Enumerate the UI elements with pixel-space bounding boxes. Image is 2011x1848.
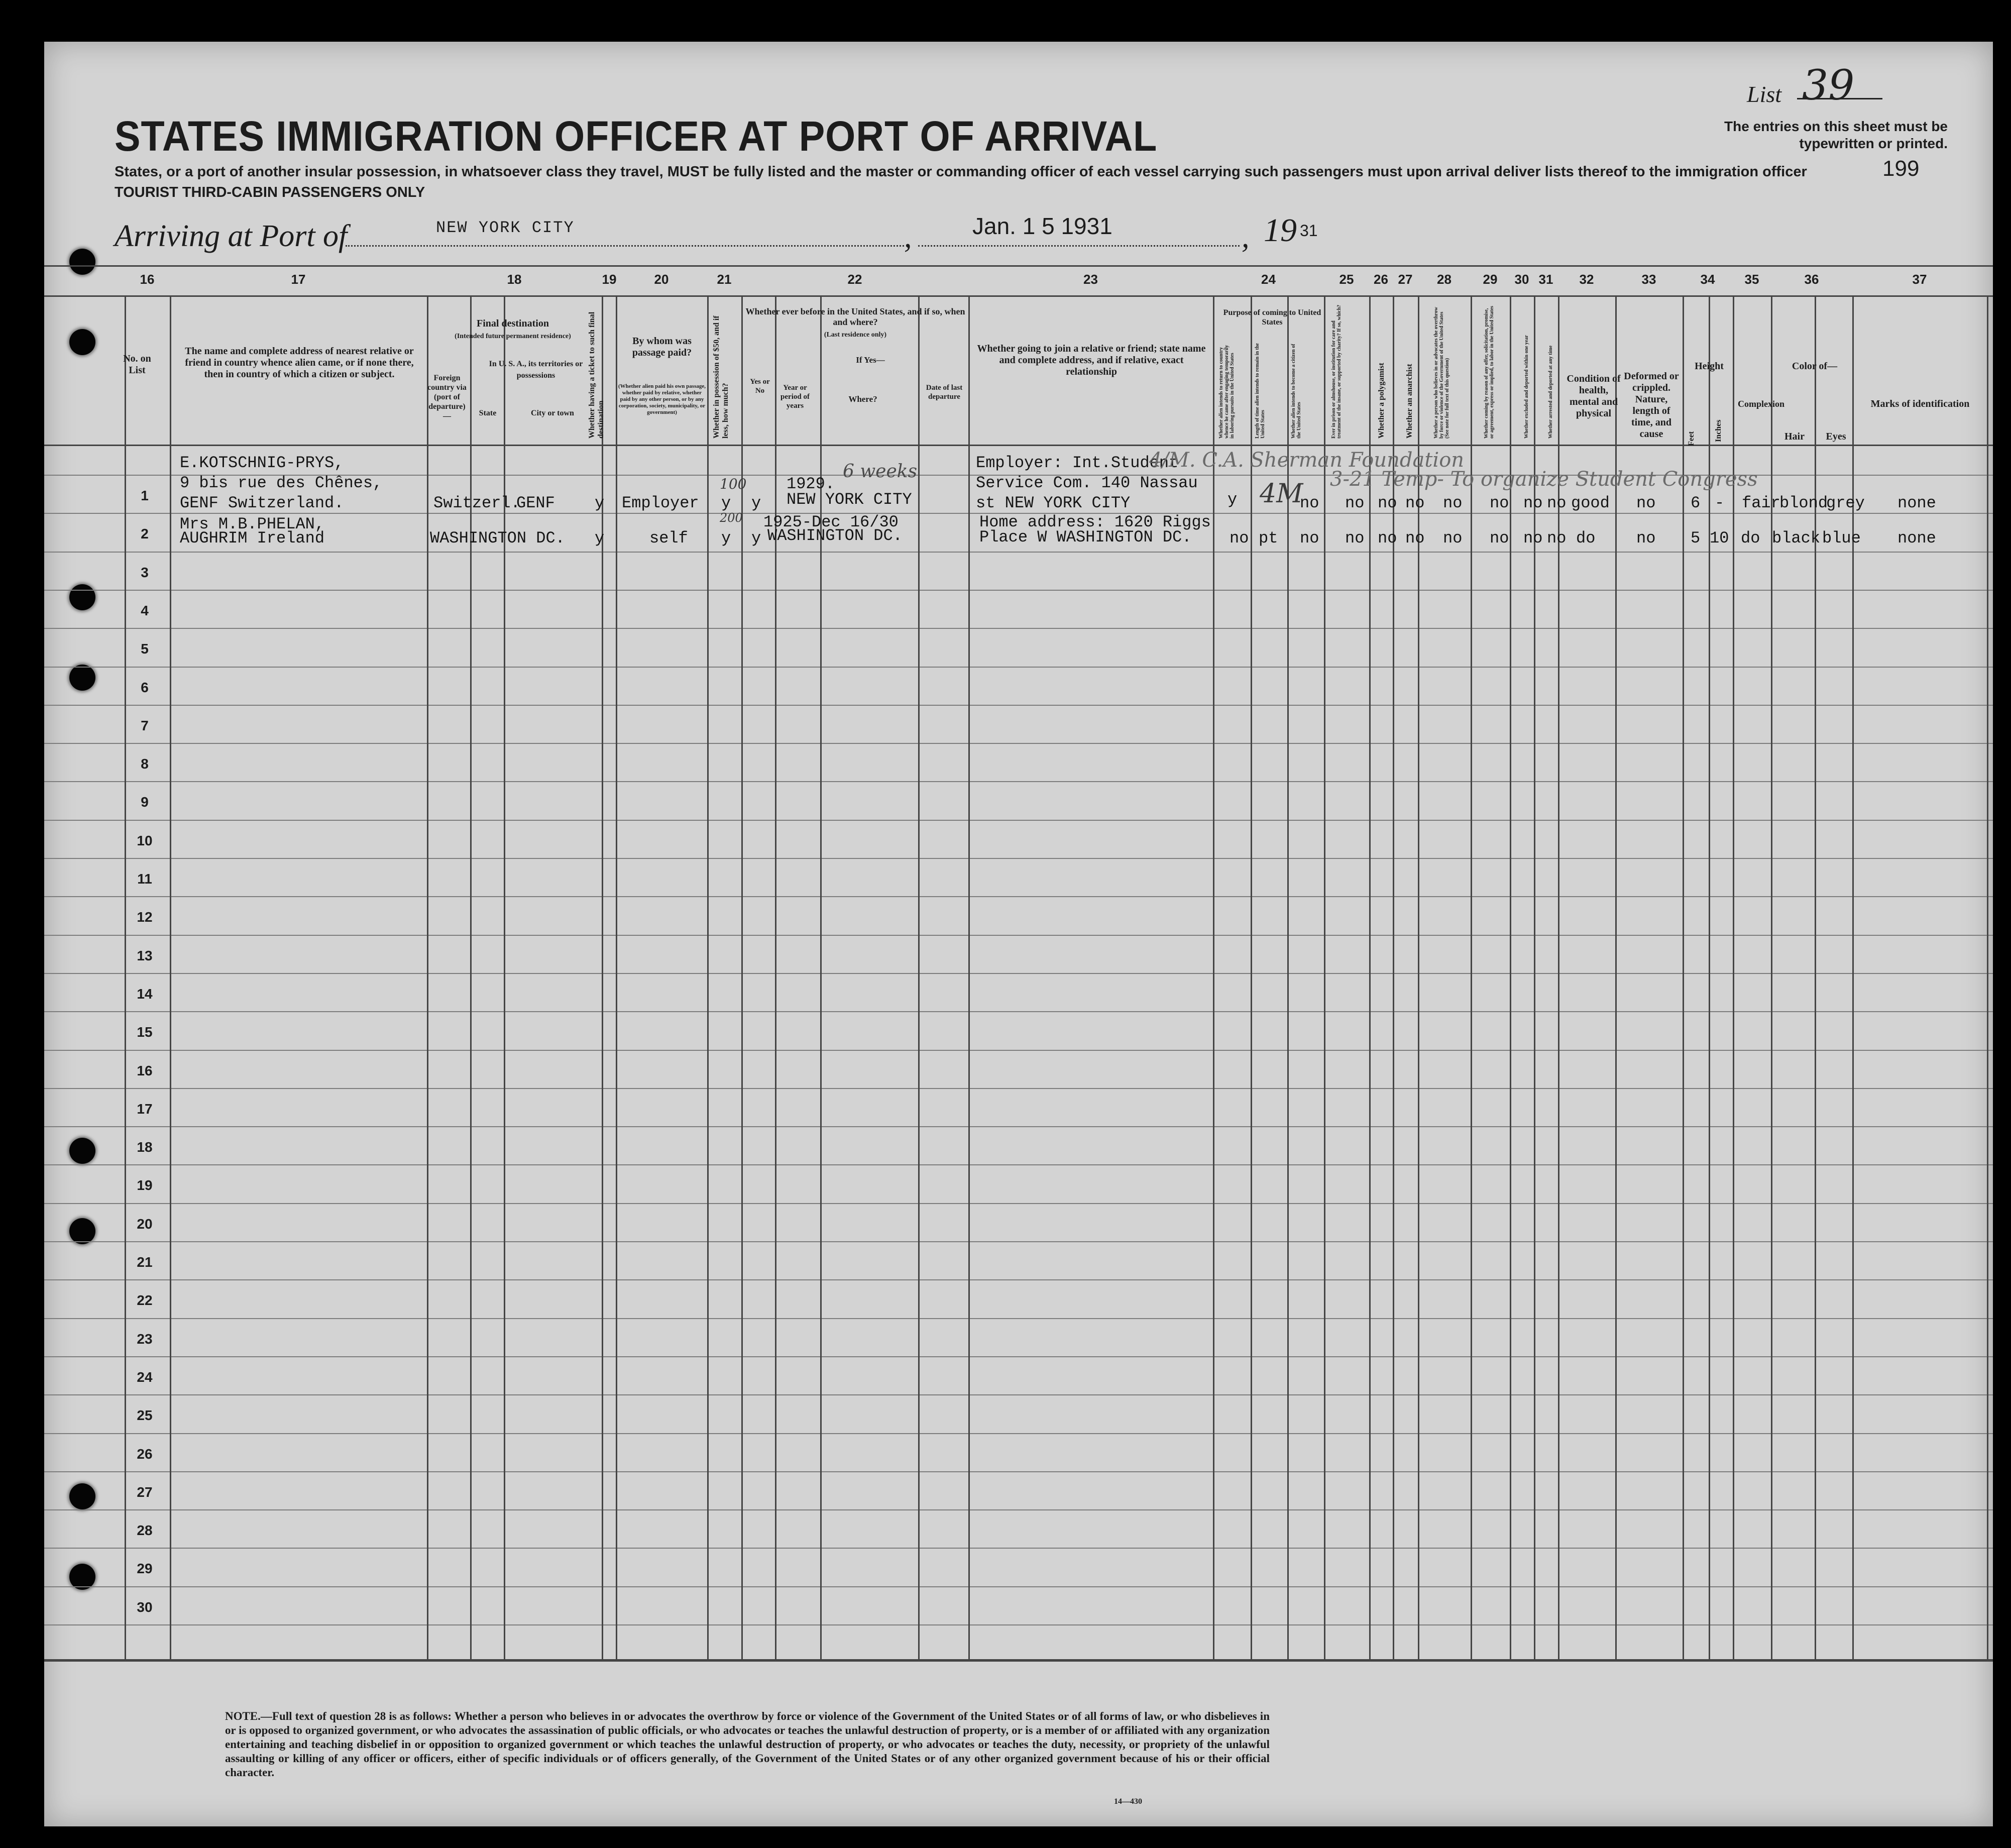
row-number: 22	[137, 1292, 153, 1309]
row-line	[44, 1241, 1993, 1242]
column-number: 26	[1374, 272, 1388, 287]
hdr-ever-before: Whether ever before in the United States, and if so, when and where?	[745, 306, 965, 327]
p1-join-line-3: st NEW YORK CITY	[976, 494, 1131, 512]
p1-eyes: grey	[1826, 494, 1865, 512]
port-value: NEW YORK CITY	[436, 219, 575, 237]
hdr-purpose-length: Length of time alien intends to remain in the United States	[1255, 343, 1266, 439]
hdr-overthrow: Whether a person who believes in or advocates the overthrow by force or violence of the Government of the United States (See note for full text of this question)	[1433, 307, 1450, 439]
row-line	[44, 1586, 1993, 1587]
p2-passage-paid: self	[649, 529, 688, 548]
p1-city: GENF	[516, 494, 555, 512]
p2-relative-line-2: AUGHRIM Ireland	[180, 529, 325, 548]
arrival-date-stamp: Jan. 1 5 1931	[972, 213, 1112, 239]
p1-feet: 6	[1691, 494, 1701, 512]
hdr-year-period: Year or period of years	[780, 384, 810, 410]
p1-where: NEW YORK CITY	[787, 490, 912, 509]
row-number: 2	[141, 526, 149, 542]
p2-c25: no	[1345, 529, 1365, 548]
column-line	[1709, 295, 1710, 1659]
hdr-passage-paid-note: (Whether alien paid his own passage, whether paid by relative, whether paid by any other person, or by any corporation, society, municipality, or government)	[618, 383, 706, 415]
p2-c26: no	[1378, 529, 1397, 548]
row-line	[44, 781, 1993, 782]
column-number: 20	[654, 272, 669, 287]
column-number: 24	[1261, 272, 1276, 287]
hdr-health: Condition of health, mental and physical	[1567, 373, 1621, 419]
p1-year: 1929.	[787, 475, 835, 493]
row-line	[44, 1088, 1993, 1089]
column-line	[1369, 295, 1371, 1659]
row-number: 20	[137, 1216, 153, 1232]
row-number: 30	[137, 1599, 153, 1615]
column-number: 30	[1514, 272, 1529, 287]
column-line	[707, 295, 709, 1659]
row-number: 3	[141, 564, 149, 580]
row-line	[44, 1164, 1993, 1165]
column-number: 32	[1579, 272, 1594, 287]
hdr-polygamist: Whether a polygamist	[1377, 363, 1386, 439]
row-line	[44, 1548, 1993, 1549]
year-prefix: 19	[1264, 212, 1297, 249]
hdr-labor-offer: Whether coming by reason of any offer, solicitation, promise, or agreement, express or implied, to labor in the United States	[1484, 305, 1495, 439]
column-number: 18	[507, 272, 522, 287]
p2-c27: no	[1405, 529, 1425, 548]
row-number: 21	[137, 1254, 153, 1270]
row-line	[44, 1394, 1993, 1395]
year-suffix: 31	[1300, 222, 1318, 240]
list-label: List	[1747, 81, 1782, 107]
row-line	[44, 552, 1993, 553]
p1-c26: no	[1378, 494, 1397, 512]
hdr-hair: Hair	[1784, 431, 1805, 442]
hdr-date-last-departure: Date of last departure	[926, 384, 963, 401]
p1-ever-before: y	[751, 494, 761, 512]
row-line	[44, 820, 1993, 821]
hdr-feet: Feet	[1687, 431, 1696, 446]
hdr-where: Where?	[848, 394, 877, 404]
row-number: 15	[137, 1024, 153, 1040]
column-line	[1251, 295, 1252, 1659]
p1-complexion: fair	[1742, 494, 1780, 512]
passenger-class-line: TOURIST THIRD-CABIN PASSENGERS ONLY	[115, 184, 425, 200]
p2-c28: no	[1443, 529, 1463, 548]
p2-year: 1925-Dec 16/30	[763, 513, 899, 531]
handwritten-purpose-note: 3-21 Temp- To organize Student Congress	[1330, 468, 1758, 491]
row-line	[44, 1356, 1993, 1357]
p2-complexion: do	[1741, 529, 1760, 548]
column-number: 28	[1437, 272, 1451, 287]
row-line	[44, 667, 1993, 668]
table-bottom-rule	[44, 1659, 1993, 1662]
hdr-foreign-country: Foreign country via (port of departure)—	[427, 374, 467, 420]
row-line	[44, 1471, 1993, 1472]
column-line	[918, 295, 920, 1659]
column-number: 36	[1804, 272, 1819, 287]
hdr-ticket: Whether having a ticket to such final destination	[588, 311, 605, 439]
hdr-excluded: Whether excluded and deported within one year	[1524, 335, 1529, 439]
column-number: 27	[1398, 272, 1413, 287]
p1-c28: no	[1443, 494, 1463, 512]
row-number: 14	[137, 986, 153, 1002]
p1-purpose-length: 4M	[1260, 479, 1303, 509]
table-top-rule	[44, 265, 1993, 267]
column-number: 33	[1641, 272, 1656, 287]
p1-health: good	[1571, 494, 1610, 512]
column-number: 35	[1744, 272, 1759, 287]
row-line	[44, 1433, 1993, 1434]
p1-deformed: no	[1636, 494, 1656, 512]
row-line	[44, 1011, 1993, 1012]
p2-health: do	[1576, 529, 1596, 548]
row-number: 12	[137, 909, 153, 925]
hdr-possession-50: Whether in possession of $50, and if less, how much?	[712, 315, 730, 439]
p1-c31: no	[1547, 494, 1567, 512]
p1-passage-paid: Employer	[622, 494, 699, 512]
column-line	[1987, 295, 1988, 1659]
p1-relative-line-1: E.KOTSCHNIG-PRYS,	[180, 454, 344, 472]
column-line	[775, 295, 776, 1659]
p1-ticket: y	[595, 494, 605, 512]
column-line	[1683, 295, 1684, 1659]
row-line	[44, 743, 1993, 744]
hdr-city-or-town: City or town	[531, 409, 574, 417]
hdr-purpose-citizen: Whether alien intends to become a citizen of the United States	[1291, 344, 1302, 439]
p2-ever-before: y	[751, 529, 761, 548]
hdr-anarchist: Whether an anarchist	[1405, 364, 1414, 439]
p1-c27: no	[1405, 494, 1425, 512]
hdr-passage-paid: By whom was passage paid?	[632, 336, 692, 358]
column-line	[1510, 295, 1511, 1659]
p1-relative-line-2: 9 bis rue des Chênes,	[180, 474, 383, 492]
row-number: 10	[137, 832, 153, 848]
row-number: 6	[141, 679, 149, 695]
column-number: 23	[1083, 272, 1098, 287]
p2-eyes: blue	[1822, 529, 1861, 548]
p1-hair: blond	[1779, 494, 1828, 512]
row-number: 28	[137, 1523, 153, 1539]
comma-separator: ,	[1242, 220, 1250, 254]
p2-c31: no	[1547, 529, 1567, 548]
hdr-state: State	[479, 409, 497, 417]
row-number: 4	[141, 602, 149, 618]
hdr-in-usa: In U. S. A., its territories or possessions	[489, 360, 583, 380]
column-number: 21	[717, 272, 732, 287]
column-number: 16	[140, 272, 155, 287]
column-number: 22	[847, 272, 862, 287]
p2-purpose-length: pt	[1259, 529, 1278, 548]
p2-where: WASHINGTON DC.	[767, 526, 903, 545]
row-line	[44, 896, 1993, 897]
row-line	[44, 1126, 1993, 1127]
p2-deformed: no	[1636, 529, 1656, 548]
subtitle: States, or a port of another insular possession, in whatsoever class they travel, MUST be fully listed and the master or commanding officer of each vessel carrying such passengers must upon arrival deliver lists thereof to the immigration officer	[115, 164, 1807, 180]
page-title: STATES IMMIGRATION OFFICER AT PORT OF ARRIVAL	[115, 113, 1158, 160]
p2-relative-line-1: Mrs M.B.PHELAN,	[180, 515, 325, 533]
row-line	[44, 1203, 1993, 1204]
handwritten-sponsor-note: 4/M. C.A. Sherman Foundation	[1149, 449, 1465, 472]
row-line	[44, 1624, 1993, 1625]
row-number: 27	[137, 1484, 153, 1500]
hdr-join-relative: Whether going to join a relative or friend; state name and complete address, and if relative, exact relationship	[977, 343, 1206, 377]
row-number: 19	[137, 1177, 153, 1193]
manifest-table	[44, 42, 1993, 1826]
p1-c25: no	[1345, 494, 1365, 512]
handwritten-cash-2: 200	[720, 511, 743, 525]
row-number: 9	[141, 794, 149, 810]
p2-hair: black	[1772, 529, 1821, 548]
hdr-height: Height	[1695, 361, 1724, 372]
column-line	[1615, 295, 1617, 1659]
row-line	[44, 1050, 1993, 1051]
hdr-purpose: Purpose of coming to United States	[1223, 308, 1321, 327]
column-line	[1213, 295, 1214, 1659]
page-number: 199	[1882, 156, 1920, 181]
hdr-no-on-list: No. on List	[123, 353, 151, 376]
column-line	[968, 295, 970, 1659]
hdr-purpose-return: Whether alien intends to return to country whence he came after engaging temporarily in laboring pursuits in the United States	[1218, 345, 1235, 439]
p1-relative-line-3: GENF Switzerland.	[180, 494, 344, 512]
row-line	[44, 973, 1993, 974]
column-number: 19	[602, 272, 617, 287]
column-line	[1471, 295, 1472, 1659]
column-line	[741, 295, 743, 1659]
p1-purpose-return: y	[1227, 490, 1238, 509]
p2-purpose-return: no	[1230, 529, 1249, 548]
row-number: 29	[137, 1561, 153, 1577]
handwritten-cash-1: 100	[720, 476, 747, 492]
hdr-complexion: Complexion	[1738, 399, 1785, 409]
hdr-eyes: Eyes	[1826, 431, 1846, 442]
row-number: 8	[141, 756, 149, 772]
p1-c29: no	[1490, 494, 1509, 512]
p1-join-line-1: Employer: Int.Student	[976, 454, 1179, 472]
column-number: 25	[1339, 272, 1354, 287]
row-line	[44, 705, 1993, 706]
p2-join-line-1: Home address: 1620 Riggs	[979, 513, 1211, 531]
hdr-final-destination-note: (Intended future permanent residence)	[455, 333, 571, 340]
p2-possession: y	[721, 529, 731, 548]
hdr-last-residence: (Last residence only)	[824, 331, 887, 339]
row-number: 25	[137, 1407, 153, 1424]
hdr-arrested: Whether arrested and deported at any time	[1548, 345, 1553, 439]
p2-inches: 10	[1710, 529, 1729, 548]
column-number: 34	[1700, 272, 1715, 287]
row-line	[44, 628, 1993, 629]
p1-marks: none	[1897, 494, 1936, 512]
hdr-if-yes: If Yes—	[856, 355, 885, 365]
row-number: 23	[137, 1331, 153, 1347]
handwritten-duration-note: 6 weeks	[843, 461, 918, 482]
p1-inches: -	[1715, 494, 1725, 512]
p1-c30: no	[1523, 494, 1543, 512]
p1-join-line-2: Service Com. 140 Nassau	[976, 474, 1198, 492]
hdr-yes-or-no: Yes or No	[750, 378, 770, 395]
hdr-color-of: Color of—	[1792, 361, 1838, 372]
row-line	[44, 858, 1993, 859]
hdr-marks: Marks of identification	[1870, 398, 1970, 409]
comma-separator: ,	[904, 220, 912, 254]
manifest-sheet	[44, 42, 1993, 1826]
row-number: 17	[137, 1101, 153, 1117]
row-line	[44, 1279, 1993, 1280]
column-number-rule	[44, 295, 1993, 297]
p2-city: WASHINGTON DC.	[430, 529, 565, 548]
arriving-label: Arriving at Port of	[115, 219, 348, 253]
row-number: 26	[137, 1446, 153, 1462]
p1-purpose-citizen: no	[1300, 494, 1319, 512]
hdr-inches: Inches	[1714, 419, 1723, 443]
row-number: 18	[137, 1139, 153, 1155]
hdr-final-destination: Final destination	[477, 318, 549, 329]
row-number: 24	[137, 1369, 153, 1385]
row-number: 7	[141, 717, 149, 733]
column-number: 37	[1912, 272, 1927, 287]
p2-c29: no	[1490, 529, 1509, 548]
column-line	[1733, 295, 1734, 1659]
row-number: 11	[137, 871, 152, 887]
question-28-note: NOTE.—Full text of question 28 is as follows: Whether a person who believes in or advocates the overthrow by force or violence of the Government of the United States or of all forms of law, or who disbelieves in or is opposed to organized government, or who advocates the assassination of public officials, or who advocates or teaches the unlawful destruction of property, or is a member of or affiliated with any organization entertaining and teaching disbelief in or opposition to organized government or which teaches the unlawful destruction of property, or who advocates or teaches the duty, necessity, or propriety of the unlawful assaulting or killing of any officer or officers, either of specific individuals or of officers generally, of the Government of the United States or of any other organized government because of his or their official character.	[225, 1710, 1270, 1779]
column-number: 31	[1538, 272, 1553, 287]
row-line	[44, 590, 1993, 591]
row-line	[44, 935, 1993, 936]
column-number: 17	[291, 272, 306, 287]
hdr-prison: Ever in prison or almshouse, or institution for care and treatment of the insane, or supported by charity? If so, which?	[1331, 304, 1342, 439]
p2-purpose-citizen: no	[1300, 529, 1319, 548]
p2-feet: 5	[1691, 529, 1701, 548]
row-number: 13	[137, 947, 153, 963]
row-number: 16	[137, 1062, 153, 1078]
row-line	[44, 1318, 1993, 1319]
p2-marks: none	[1897, 529, 1936, 548]
column-number: 29	[1483, 272, 1498, 287]
list-number: 39	[1802, 62, 1855, 110]
p2-ticket: y	[595, 529, 605, 548]
p1-possession: y	[721, 494, 731, 512]
p2-c30: no	[1523, 529, 1543, 548]
row-line	[44, 1509, 1993, 1510]
entries-note: The entries on this sheet must be typewritten or printed.	[1724, 119, 1948, 151]
p1-foreign-country: Switzerl.	[433, 494, 520, 512]
row-number: 1	[141, 488, 149, 503]
hdr-deformed: Deformed or crippled. Nature, length of time, and cause	[1624, 371, 1679, 440]
column-line	[616, 295, 617, 1659]
hdr-nearest-relative: The name and complete address of nearest relative or friend in country whence alien came, or if none there, then in country of which a citizen or subject.	[185, 346, 414, 380]
p2-join-line-2: Place W WASHINGTON DC.	[979, 528, 1192, 547]
row-number: 5	[141, 641, 149, 657]
column-line	[427, 295, 428, 1659]
column-line	[1324, 295, 1325, 1659]
form-number: 14—430	[1114, 1797, 1142, 1806]
